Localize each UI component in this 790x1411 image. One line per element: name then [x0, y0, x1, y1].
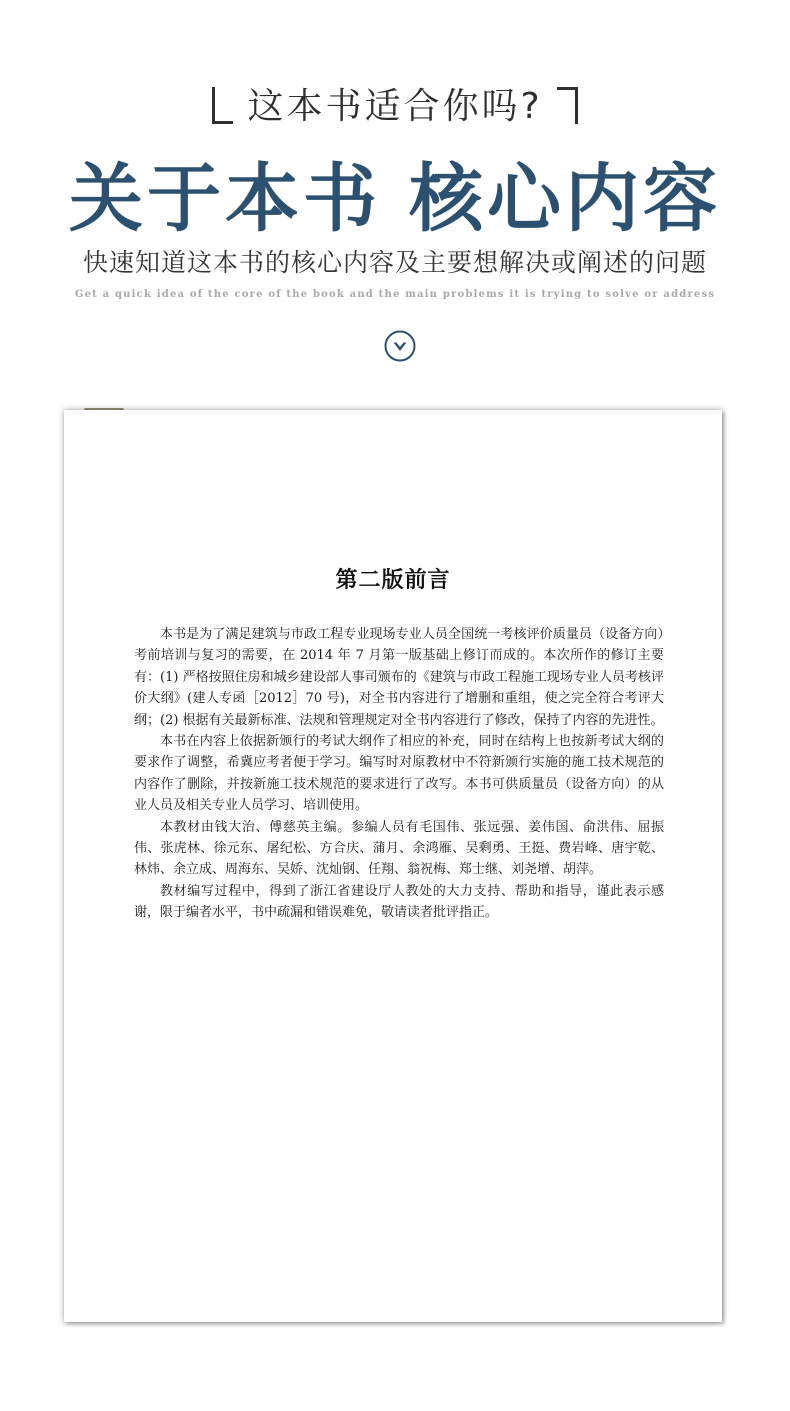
- main-title-part1: 关于本书: [69, 156, 381, 242]
- subtitle-english: Get a quick idea of the core of the book and the main problems it is trying to solve or address: [74, 289, 716, 300]
- left-bracket-icon: [212, 87, 233, 124]
- paragraph: 本教材由钱大治、傅慈英主编。参编人员有毛国伟、张远强、姜伟国、俞洪伟、屈振伟、张虎林、徐元东、屠纪松、方合庆、蒲月、余鸿雁、吴剩勇、王挺、费岩峰、唐宇乾、林炜、余立成、周海东、吴娇、沈灿钢、任翔、翁祝梅、郑士继、刘尧增、胡萍。: [134, 819, 664, 878]
- main-title-part2: 核心内容: [409, 156, 721, 242]
- tagline-text: 这本书适合你吗?: [247, 86, 543, 127]
- paragraph: 教材编写过程中，得到了浙江省建设厅人教处的大力支持、帮助和指导，谨此表示感谢，限于编者水平，书中疏漏和错误难免，敬请读者批评指正。: [134, 883, 664, 921]
- document-body: [134, 624, 664, 924]
- tagline: [0, 78, 790, 129]
- paragraph: 本书在内容上依据新颁行的考试大纲作了相应的补充，同时在结构上也按新考试大纲的要求作了调整，希冀应考者便于学习。编写时对原教材中不符新颁行实施的施工技术规范的内容作了删除，并按新施工技术规范的要求进行了改写。本书可供质量员（设备方向）的从业人员及相关专业人员学习、培训使用。: [134, 734, 664, 814]
- subtitle-chinese: 快速知道这本书的核心内容及主要想解决或阐述的问题: [82, 248, 707, 277]
- paragraph: 本书是为了满足建筑与市政工程专业现场专业人员全国统一考核评价质量员（设备方向）考前培训与复习的需要，在 2014 年 7 月第一版基础上修订而成的。本次所作的修订主要有：(1) 严格按照住房和城乡建设部人事司颁布的《建筑与市政工程施工现场专业人员考核评价大纲》(建人专函［2012］70 号)，对全书内容进行了增删和重组，使之完全符合考评大纲；(2) 根据有关最新标准、法规和管理规定对全书内容进行了修改，保持了内容的先进性。: [134, 627, 664, 728]
- chevron-down-circle-icon[interactable]: [384, 330, 416, 362]
- document-title: 第二版前言: [335, 567, 451, 593]
- main-title: [0, 140, 790, 246]
- promo-header: [0, 0, 790, 410]
- right-bracket-icon: [557, 87, 578, 124]
